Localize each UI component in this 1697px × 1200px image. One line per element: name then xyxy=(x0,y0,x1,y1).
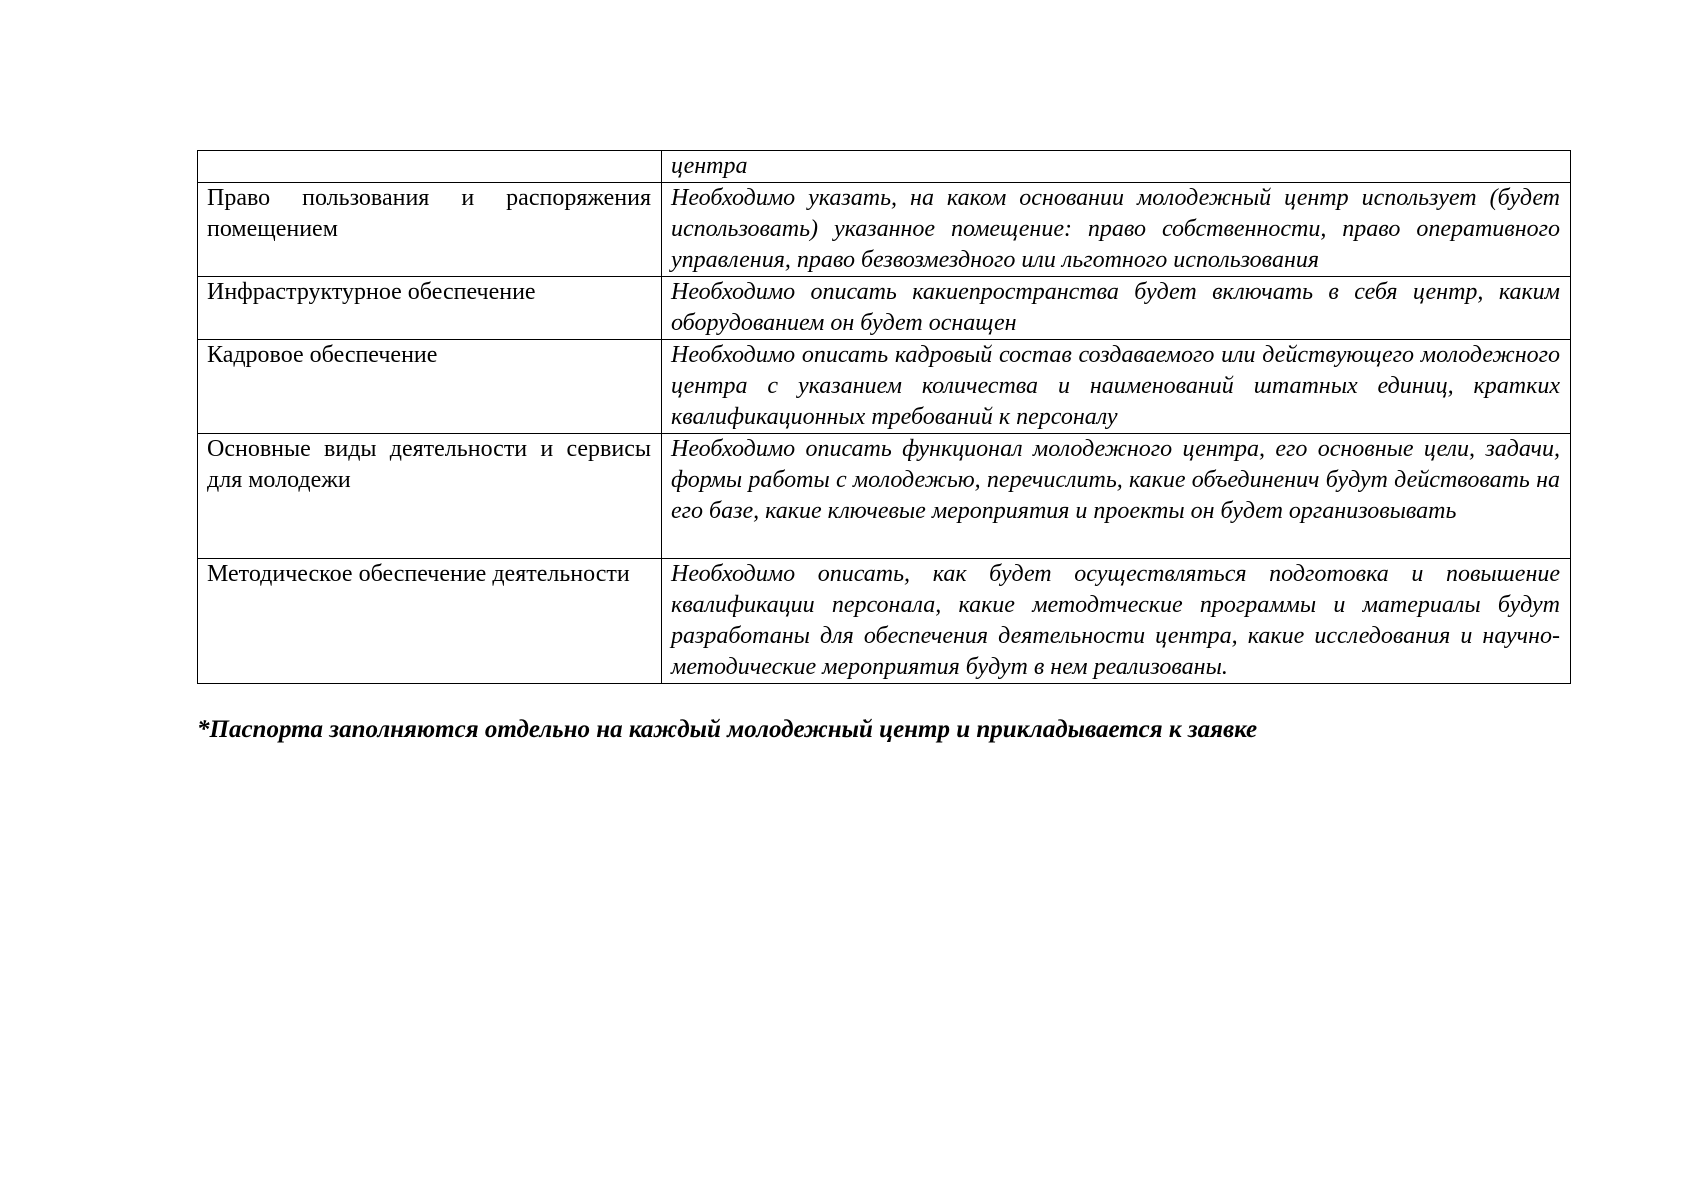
row-description-cell: Необходимо указать, на каком основании молодежный центр использует (будет использовать) указанное помещение: право собственности, право оперативного управления, право безвозмездного или льготного использования xyxy=(662,183,1571,277)
table-row xyxy=(198,340,1571,434)
table-row xyxy=(198,434,1571,559)
row-label-cell: Кадровое обеспечение xyxy=(198,340,662,434)
row-label-cell: Методическое обеспечение деятельности xyxy=(198,559,662,684)
table-row xyxy=(198,183,1571,277)
row-description-cell: центра xyxy=(662,151,1571,183)
row-description-cell: Необходимо описать какиепространства будет включать в себя центр, каким оборудованием он будет оснащен xyxy=(662,277,1571,340)
footnote: *Паспорта заполняются отдельно на каждый молодежный центр и прикладывается к заявке xyxy=(197,716,1258,743)
row-label-cell: Инфраструктурное обеспечение xyxy=(198,277,662,340)
table-row xyxy=(198,559,1571,684)
row-description-cell: Необходимо описать кадровый состав создаваемого или действующего молодежного центра с указанием количества и наименований штатных единиц, кратких квалификационных требований к персоналу xyxy=(662,340,1571,434)
row-label-cell xyxy=(198,151,662,183)
row-description-cell: Необходимо описать, как будет осуществляться подготовка и повышение квалификации персонала, какие методтческие программы и материалы будут разработаны для обеспечения деятельности центра, какие исследования и научно-методические мероприятия будут в нем реализованы. xyxy=(662,559,1571,684)
table-row xyxy=(198,151,1571,183)
table-row xyxy=(198,277,1571,340)
passport-table xyxy=(197,150,1571,684)
row-label-cell: Право пользования и распоряжения помещением xyxy=(198,183,662,277)
row-description-cell: Необходимо описать функционал молодежного центра, его основные цели, задачи, формы работы с молодежью, перечислить, какие объединенич будут действовать на его базе, какие ключевые мероприятия и проекты он будет организовывать xyxy=(662,434,1571,559)
row-label-cell: Основные виды деятельности и сервисы для молодежи xyxy=(198,434,662,559)
